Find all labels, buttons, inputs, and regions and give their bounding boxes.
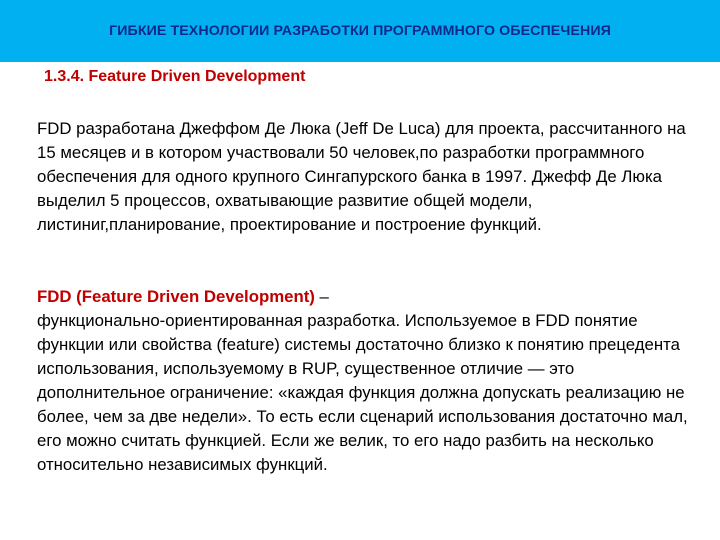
definition-text: функционально-ориентированная разработка. Используемое в FDD понятие функции или свойства (feature) системы достаточно близко к понятию прецедента использования, используемому в RUP, существенное отличие — это дополнительное ограничение: «каждая функция должна допускать реализацию не более, чем за две недели». То есть если сценарий использования достаточно мал, его можно считать функцией. Если же велик, то его надо разбить на несколько относительно независимых функций. — [37, 311, 688, 474]
term-dash: – — [314, 287, 329, 306]
intro-paragraph: FDD разработана Джеффом Де Люка (Jeff De Luca) для проекта, рассчитанного на 15 месяцев и в котором участвовали 50 человек,по разработки программного обеспечения для одного крупного Сингапурского банка в 1997. Джефф Де Люка выделил 5 процессов, охватывающие развитие общей модели, листиниг,планирование, проектирование и построение функций. — [37, 119, 686, 234]
slide-title: ГИБКИЕ ТЕХНОЛОГИИ РАЗРАБОТКИ ПРОГРАММНОГО ОБЕСПЕЧЕНИЯ — [109, 23, 611, 39]
section-heading: 1.3.4. Feature Driven Development — [44, 68, 306, 85]
title-banner — [0, 0, 720, 62]
fdd-term: FDD (Feature Driven Development) — [37, 287, 315, 306]
definition-paragraph — [37, 285, 697, 477]
